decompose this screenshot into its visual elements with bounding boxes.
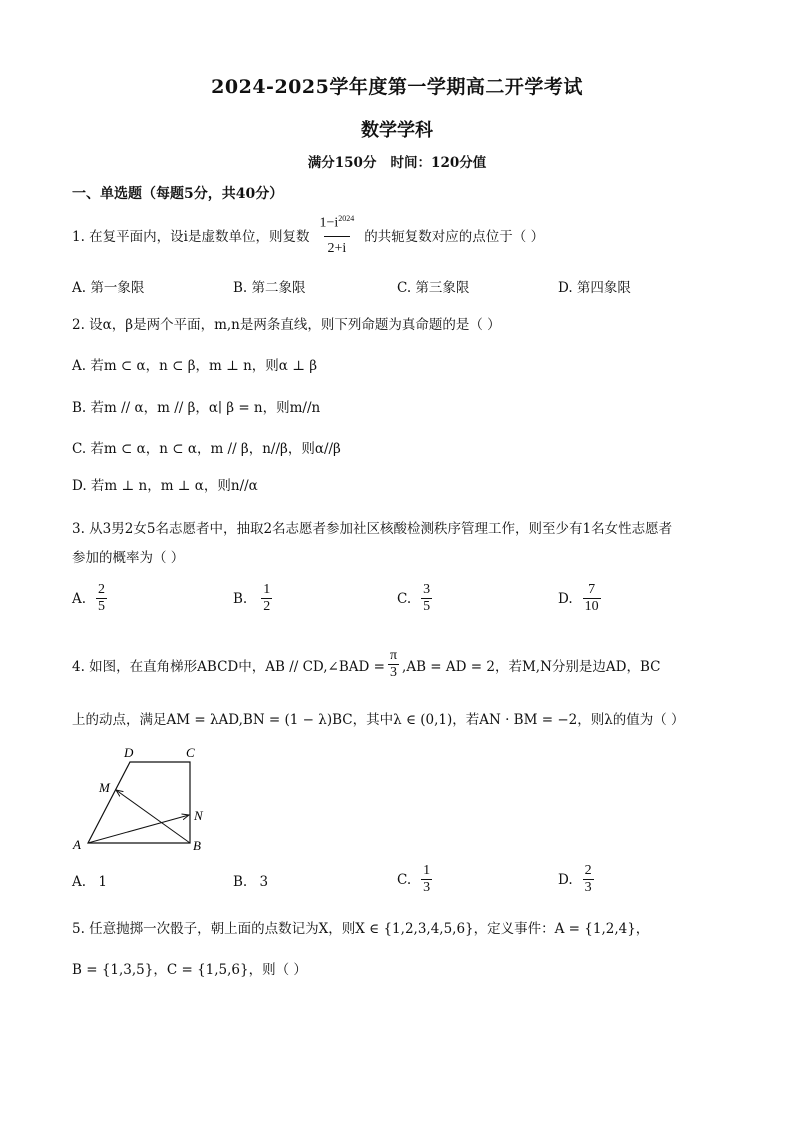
q4-line1-a: 4. 如图，在直角梯形ABCD中，AB // CD,∠BAD = — [72, 658, 385, 675]
q1-suffix: 的共轭复数对应的点位于（ ） — [364, 229, 545, 246]
q1-option-c: C. 第三象限 — [397, 280, 470, 296]
q3-option-d — [558, 582, 601, 615]
q1-frac-num: 1−i — [319, 215, 339, 231]
q4-c-num: 1 — [423, 863, 431, 878]
question-1 — [72, 214, 544, 257]
subject-title: 数学学科 — [361, 120, 433, 141]
q1-option-b: B. 第二象限 — [233, 280, 306, 296]
q3-d-num: 7 — [588, 582, 596, 597]
q3-option-a-label: A. — [72, 590, 87, 607]
q2-option-d: D. 若m ⊥ n，m ⊥ α，则n//α — [72, 478, 258, 494]
q4-option-d-label: D. — [558, 871, 573, 888]
question-2: 2. 设α，β是两个平面，m,n是两条直线，则下列命题为真命题的是（ ） — [72, 317, 501, 333]
q4-line1-b: ,AB = AD = 2，若M,N分别是边AD，BC — [402, 658, 661, 675]
page-title: 2024-2025学年度第一学期高二开学考试 — [211, 76, 583, 98]
q3-b-num: 1 — [263, 582, 271, 597]
question-3-line-1: 3. 从3男2女5名志愿者中，抽取2名志愿者参加社区核酸检测秩序管理工作，则至少有1名女性志愿者 — [72, 521, 673, 537]
vector-an — [88, 815, 189, 843]
q2-option-b: B. 若m // α，m // β，α∣ β = n，则m//n — [72, 400, 321, 416]
q4-option-c — [397, 863, 432, 896]
question-4-line-1 — [72, 648, 660, 681]
label-a: A — [73, 837, 81, 852]
q1-frac-den: 2+i — [324, 236, 351, 257]
q1-option-a: A. 第一象限 — [72, 280, 145, 296]
q1-prefix: 1. 在复平面内，设i是虚数单位，则复数 — [72, 229, 310, 246]
exam-info: 满分150分 时间：120分值 — [307, 155, 487, 171]
label-m: M — [99, 780, 110, 795]
q4-c-den: 3 — [423, 880, 431, 896]
q3-option-b — [233, 582, 272, 615]
q3-option-b-label: B. — [233, 590, 248, 607]
label-b: B — [193, 838, 201, 853]
q3-b-den: 2 — [263, 599, 271, 615]
label-c: C — [186, 745, 195, 760]
q4-option-a — [72, 874, 107, 890]
q1-fraction — [316, 214, 359, 257]
question-3-line-2: 参加的概率为（ ） — [72, 550, 185, 566]
q4-d-num: 2 — [584, 863, 592, 878]
label-d: D — [124, 745, 134, 760]
q4-d-den: 3 — [584, 880, 592, 896]
q3-option-c — [397, 582, 432, 615]
q4-option-a-label: A. — [72, 874, 87, 890]
q3-option-c-label: C. — [397, 590, 412, 607]
question-5-line-1: 5. 任意抛掷一次骰子，朝上面的点数记为X，则X ∈ {1,2,3,4,5,6}，定义事件：A = {1,2,4}， — [72, 921, 650, 937]
q3-c-den: 5 — [423, 599, 431, 615]
q1-frac-sup: 2024 — [338, 214, 355, 223]
section-title: 一、单选题（每题5分，共40分） — [72, 186, 284, 202]
q4-pi-num: π — [389, 648, 398, 663]
q4-option-d — [558, 863, 594, 896]
vector-bm — [116, 790, 190, 843]
trapezoid-shape — [88, 762, 190, 843]
q4-option-b — [233, 874, 268, 890]
label-n: N — [194, 808, 203, 823]
q3-c-num: 3 — [423, 582, 431, 597]
q3-option-d-label: D. — [558, 590, 573, 607]
q4-option-b-value: 3 — [259, 874, 269, 890]
q1-option-d: D. 第四象限 — [558, 280, 631, 296]
question-4-line-2: 上的动点，满足AM = λAD,BN = (1 − λ)BC，其中λ ∈ (0,1)，若AN · BM = −2，则λ的值为（ ） — [72, 712, 685, 728]
q3-option-a — [72, 582, 107, 615]
question-5-line-2: B = {1,3,5}，C = {1,5,6}，则（ ） — [72, 962, 307, 978]
q2-option-a: A. 若m ⊂ α，n ⊂ β，m ⊥ n，则α ⊥ β — [72, 358, 318, 374]
q4-option-b-label: B. — [233, 874, 248, 890]
trapezoid-figure — [66, 744, 216, 856]
q3-a-num: 2 — [98, 582, 106, 597]
q3-a-den: 5 — [98, 599, 106, 615]
q3-d-den: 10 — [584, 599, 599, 615]
q4-option-c-label: C. — [397, 871, 412, 888]
q2-option-c: C. 若m ⊂ α，n ⊂ α，m // β，n//β，则α//β — [72, 441, 341, 457]
q4-option-a-value: 1 — [98, 874, 107, 890]
q4-pi-den: 3 — [390, 665, 397, 681]
